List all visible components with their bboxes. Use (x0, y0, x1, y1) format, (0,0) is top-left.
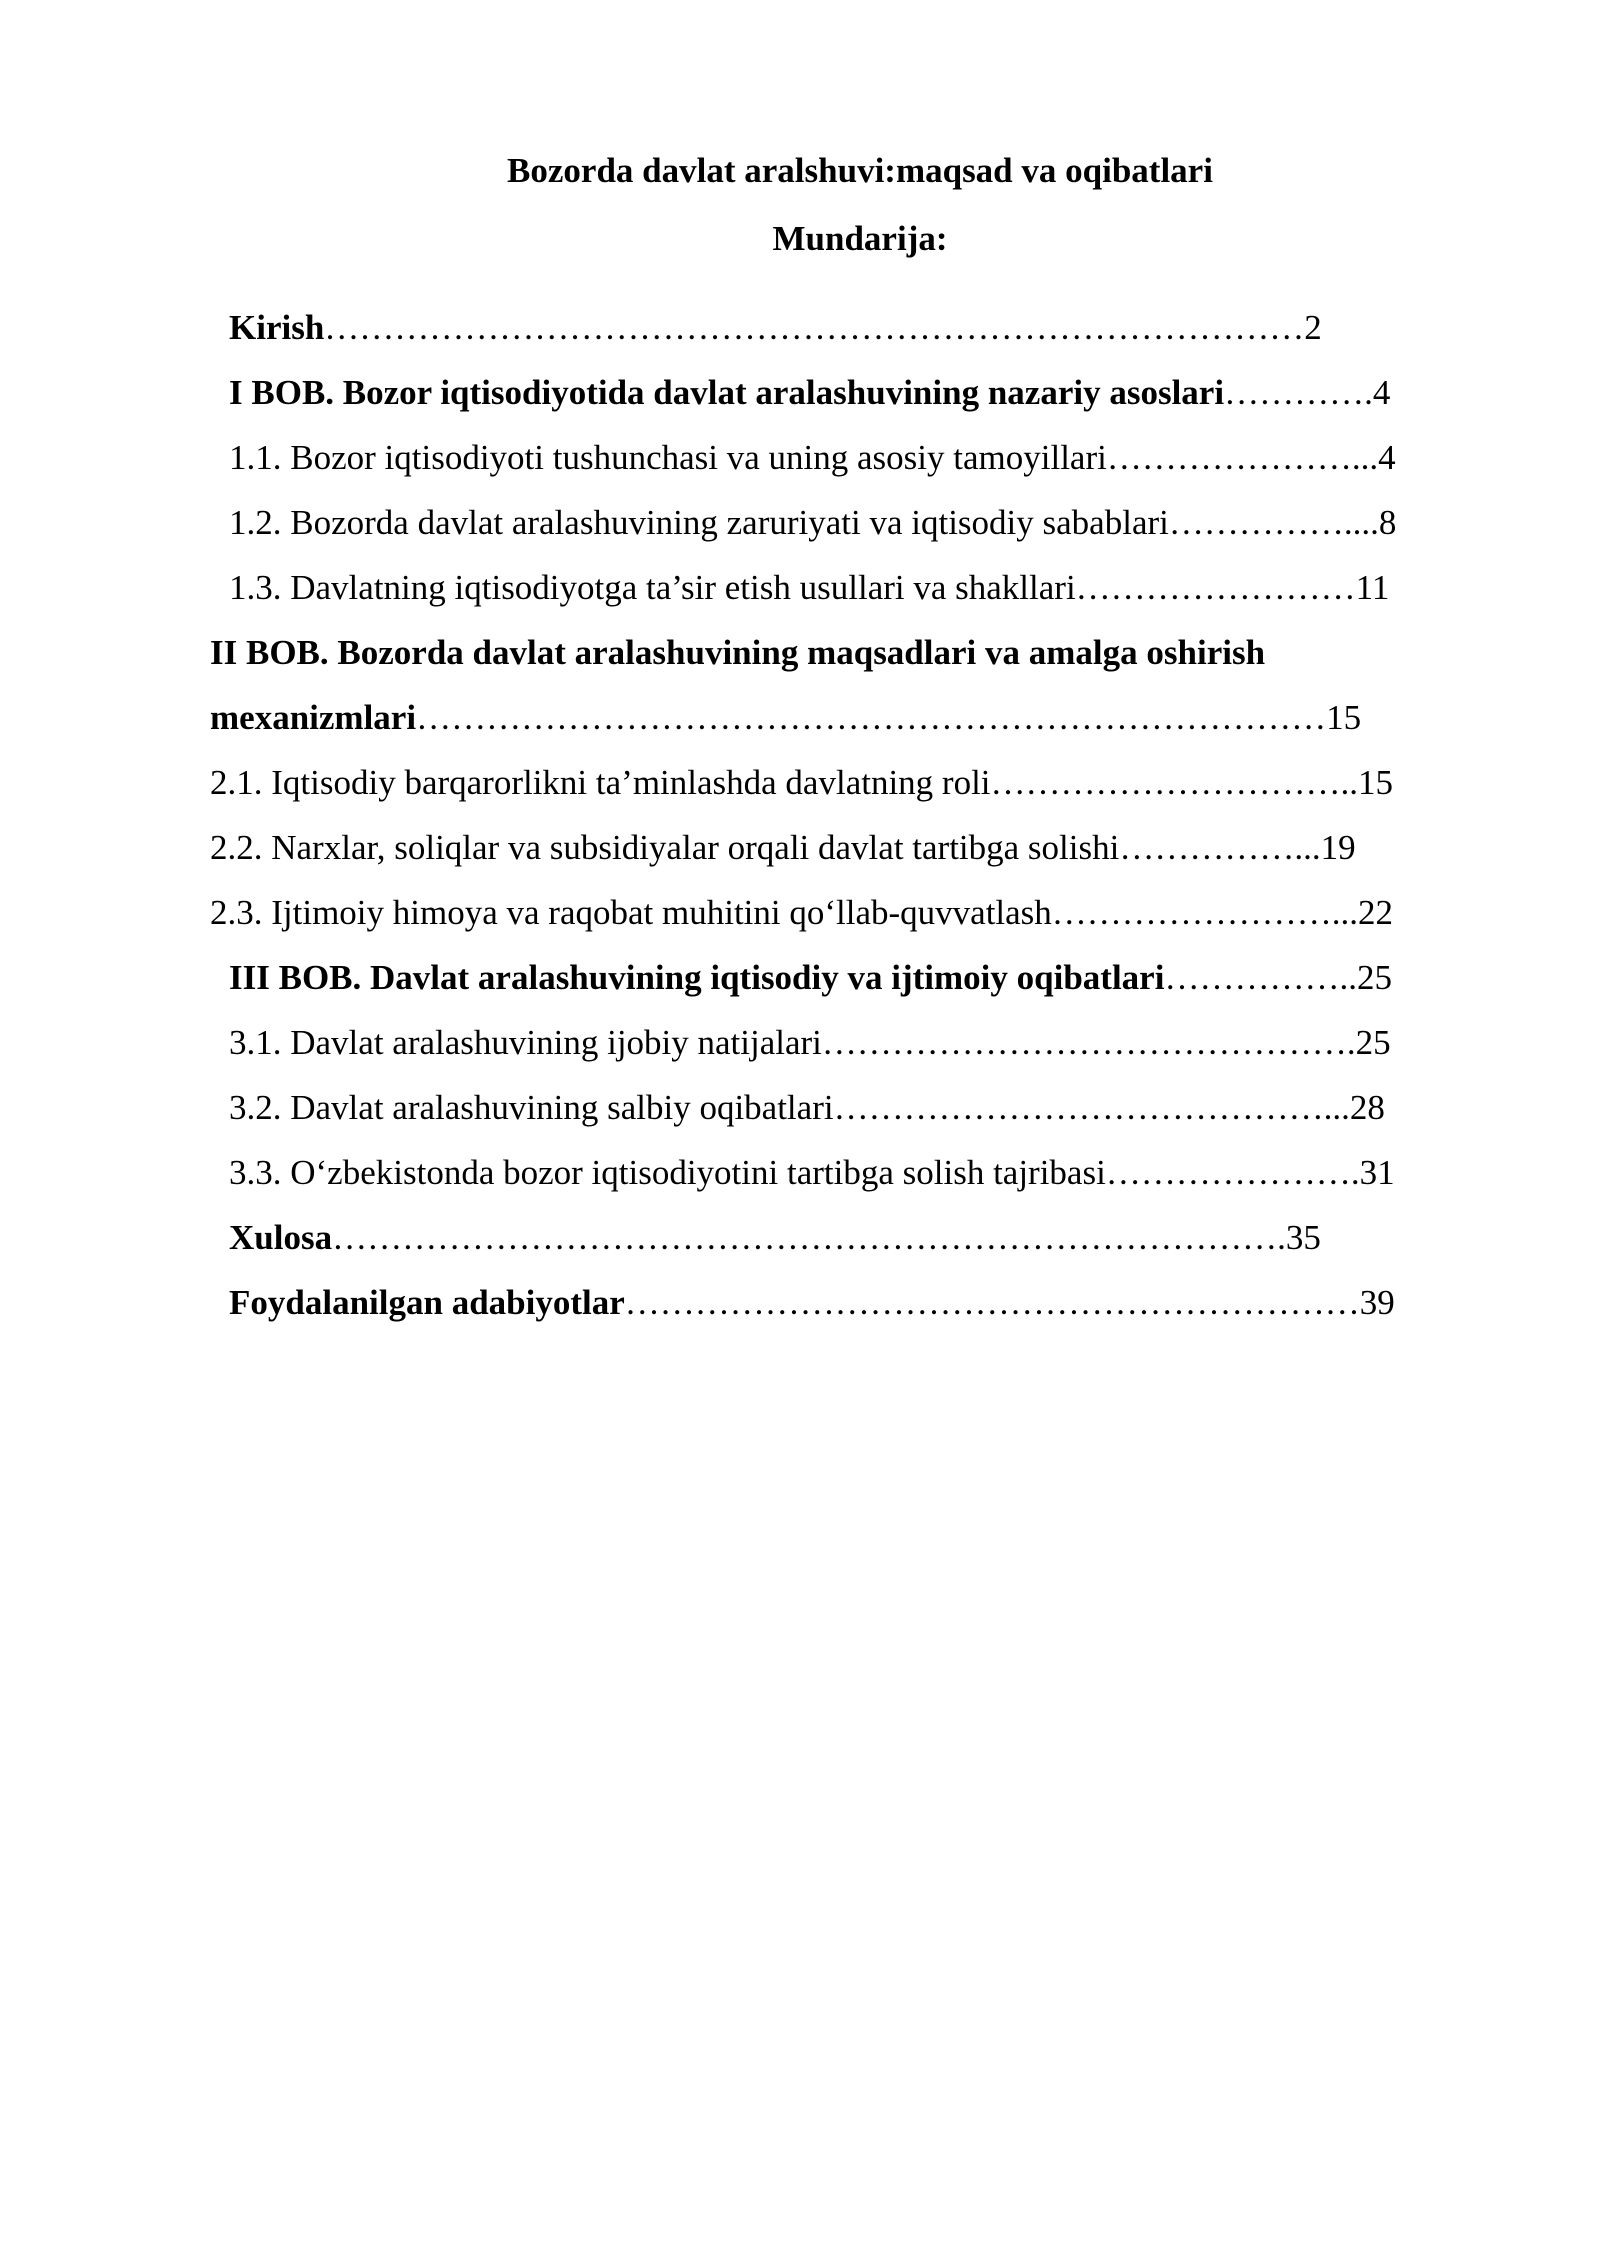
toc-entry-1-3 (229, 566, 1389, 610)
toc-entry-1-1 (229, 436, 1396, 480)
toc-entry-leader: ……………... (1119, 828, 1321, 867)
toc-entry-3-3 (229, 1151, 1395, 1195)
toc-entry-leader: ………………………….. (990, 763, 1359, 802)
toc-entry-leader: ………………………………………. (821, 1023, 1356, 1062)
toc-entry-chapter-2 (210, 631, 1265, 675)
toc-entry-label: III BOB. Davlat aralashuvining iqtisodiy va ijtimoiy oqibatlari (229, 958, 1165, 997)
toc-entry-label: 1.2. Bozorda davlat aralashuvining zaruriyati va iqtisodiy sabablari (229, 503, 1169, 542)
toc-entry-label: 3.3. O‘zbekistonda bozor iqtisodiyotini tartibga solish tajribasi (229, 1153, 1106, 1192)
toc-entry-leader: ……………………………………………………… (624, 1283, 1360, 1322)
toc-entry-kirish (229, 306, 1322, 350)
toc-entry-label: Kirish (229, 308, 325, 347)
toc-entry-label: 1.1. Bozor iqtisodiyoti tushunchasi va uning asosiy tamoyillari (229, 438, 1107, 477)
toc-entry-page: 4 (1372, 373, 1391, 412)
toc-entry-page: 8 (1378, 503, 1397, 542)
toc-entry-label: 3.2. Davlat aralashuvining salbiy oqibatlari (229, 1088, 834, 1127)
toc-entry-label: Foydalanilgan adabiyotlar (229, 1283, 625, 1322)
toc-heading: Mundarija: (772, 219, 948, 258)
toc-entry-page: 4 (1378, 438, 1396, 477)
toc-entry-page: 19 (1320, 828, 1356, 867)
toc-entry-label: 2.1. Iqtisodiy barqarorlikni ta’minlashda davlatning roli (210, 763, 991, 802)
toc-entry-leader: …………….. (1164, 958, 1357, 997)
toc-entry-page: 11 (1355, 568, 1390, 607)
toc-entry-label: I BOB. Bozor iqtisodiyotida davlat aralashuvining nazariy asoslari (229, 373, 1225, 412)
toc-entry-label: 3.1. Davlat aralashuvining ijobiy natijalari (229, 1023, 822, 1062)
toc-entry-page: 39 (1359, 1283, 1395, 1322)
toc-entry-label: 2.3. Ijtimoiy himoya va raqobat muhitini qo‘llab-quvvatlash (210, 893, 1052, 932)
toc-entry-page: 25 (1356, 958, 1392, 997)
toc-entry-leader: …………. (1224, 373, 1373, 412)
toc-entry-leader: ………………………………………………………………………… (324, 308, 1305, 347)
toc-entry-leader: …………………. (1105, 1153, 1360, 1192)
toc-entry-leader: …………………... (1106, 438, 1379, 477)
toc-entry-leader: ………………………………………………………………………. (332, 1218, 1286, 1257)
toc-entry-label: II BOB. Bozorda davlat aralashuvining maqsadlari va amalga oshirish (210, 633, 1266, 672)
toc-entry-2-3 (210, 891, 1393, 935)
toc-entry-2-2 (210, 826, 1356, 870)
toc-entry-leader: …………………… (1075, 568, 1356, 607)
toc-entry-chapter-2-cont (210, 696, 1361, 740)
toc-entry-xulosa (229, 1216, 1321, 1260)
toc-entry-1-2 (229, 501, 1396, 545)
toc-entry-2-1 (210, 761, 1393, 805)
toc-entry-label: Xulosa (229, 1218, 333, 1257)
toc-entry-leader: …………….... (1168, 503, 1379, 542)
toc-entry-page: 35 (1285, 1218, 1321, 1257)
toc-entry-leader: …………………………………………………………………… (416, 698, 1327, 737)
toc-entry-label: mexanizmlari (210, 698, 417, 737)
toc-entry-page: 2 (1304, 308, 1322, 347)
toc-entry-page: 28 (1349, 1088, 1385, 1127)
toc-entry-3-2 (229, 1086, 1385, 1130)
toc-entry-page: 15 (1326, 698, 1362, 737)
toc-entry-bibliography (229, 1281, 1395, 1325)
toc-entry-page: 15 (1358, 763, 1394, 802)
toc-entry-label: 1.3. Davlatning iqtisodiyotga ta’sir etish usullari va shakllari (229, 568, 1076, 607)
toc-entry-page: 31 (1359, 1153, 1395, 1192)
toc-entry-3-1 (229, 1021, 1391, 1065)
toc-entry-label: 2.2. Narxlar, soliqlar va subsidiyalar orqali davlat tartibga solishi (210, 828, 1120, 867)
toc-entry-page: 25 (1355, 1023, 1391, 1062)
toc-entry-chapter-1 (229, 371, 1390, 415)
toc-entry-page: 22 (1358, 893, 1394, 932)
document-title: Bozorda davlat aralshuvi:maqsad va oqibatlari (507, 151, 1213, 190)
toc-entry-leader: ……………………………………... (833, 1088, 1350, 1127)
toc-entry-leader: ……………………... (1051, 893, 1359, 932)
toc-entry-chapter-3 (229, 956, 1392, 1000)
